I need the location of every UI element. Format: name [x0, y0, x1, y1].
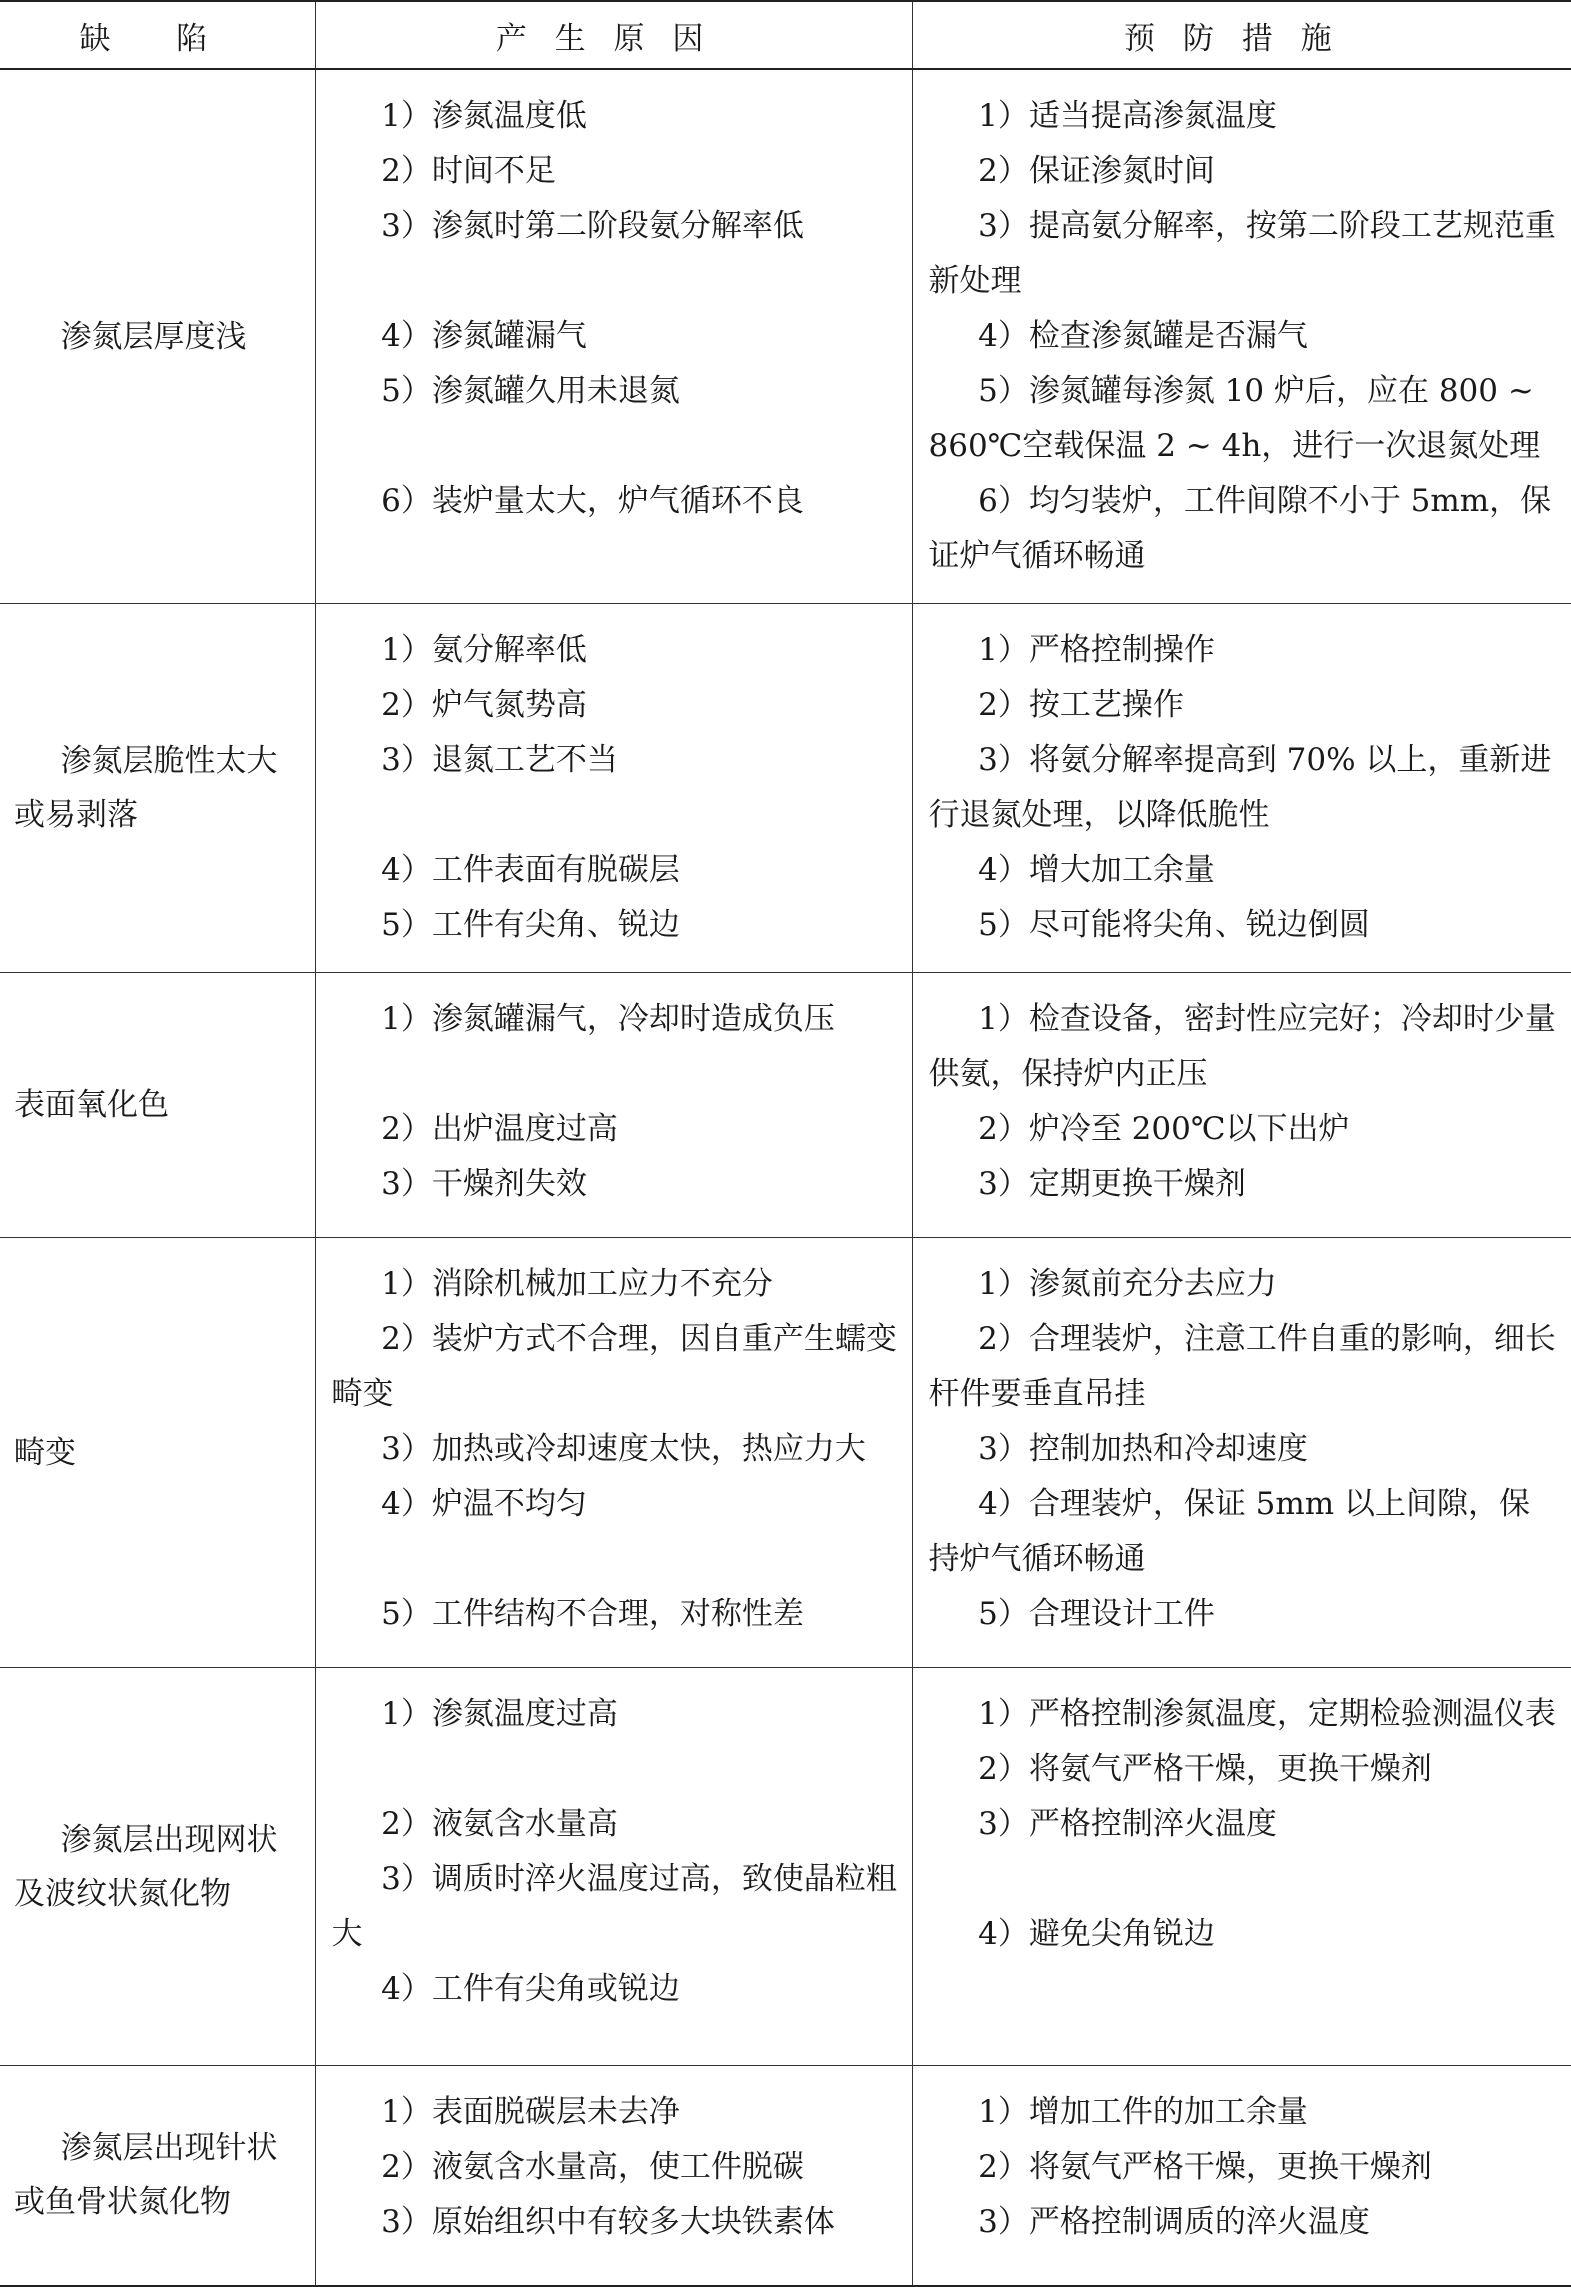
prevention-item: 2）将氨气严格干燥，更换干燥剂 [978, 2149, 1432, 2185]
cause-item: 2）时间不足 [381, 153, 556, 189]
cause-item: 3）调质时淬火温度过高，致使晶粒粗大 [331, 1861, 897, 1952]
cause-item: 2）液氨含水量高，使工件脱碳 [381, 2149, 804, 2185]
cause-item: 2）出炉温度过高 [381, 1111, 618, 1147]
table-row [0, 604, 1571, 973]
prevention-item: 2）将氨气严格干燥，更换干燥剂 [978, 1751, 1432, 1787]
prevention-item: 1）适当提高渗氮温度 [978, 98, 1277, 134]
prevention-item: 6）均匀装炉，工件间隙不小于 5mm，保证炉气循环畅通 [928, 483, 1552, 574]
prevention-item: 5）尽可能将尖角、锐边倒圆 [978, 907, 1370, 943]
prevention-item: 1）严格控制渗氮温度，定期检验测温仪表 [978, 1696, 1556, 1732]
cause-cell [315, 1668, 912, 2066]
prevention-item: 4）合理装炉，保证 5mm 以上间隙，保持炉气循环畅通 [928, 1486, 1531, 1577]
prevention-item: 3）控制加热和冷却速度 [978, 1431, 1308, 1467]
prevention-item: 1）检查设备，密封性应完好；冷却时少量供氨，保持炉内正压 [928, 1001, 1556, 1092]
cause-item: 5）渗氮罐久用未退氮 [381, 373, 680, 409]
cause-item: 1）氨分解率低 [381, 632, 587, 668]
prevention-item: 2）保证渗氮时间 [978, 153, 1215, 189]
prevention-item: 3）定期更换干燥剂 [978, 1166, 1246, 1202]
prevention-item: 3）严格控制淬火温度 [978, 1806, 1277, 1842]
prevention-item: 2）合理装炉，注意工件自重的影响，细长杆件要垂直吊挂 [928, 1321, 1556, 1412]
cause-item: 3）原始组织中有较多大块铁素体 [381, 2204, 835, 2240]
defect-label: 渗氮层厚度浅 [60, 318, 247, 355]
table-row [0, 973, 1571, 1238]
cause-item: 2）装炉方式不合理，因自重产生蠕变畸变 [331, 1321, 897, 1412]
defect-label: 畸变 [14, 1434, 76, 1471]
prevention-cell [912, 1668, 1571, 2066]
cause-cell [315, 1238, 912, 1668]
cause-item: 1）表面脱碳层未去净 [381, 2094, 680, 2130]
cause-item: 3）渗氮时第二阶段氨分解率低 [381, 208, 804, 244]
prevention-cell [912, 604, 1571, 973]
cause-item: 3）干燥剂失效 [381, 1166, 587, 1202]
cause-item: 1）渗氮罐漏气，冷却时造成负压 [381, 1001, 835, 1037]
cause-item: 2）炉气氮势高 [381, 687, 587, 723]
header-prevention: 预防措施 [912, 1, 1571, 69]
prevention-cell [912, 1238, 1571, 1668]
prevention-item: 2）按工艺操作 [978, 687, 1184, 723]
prevention-item: 4）增大加工余量 [978, 852, 1215, 888]
prevention-cell [912, 973, 1571, 1238]
cause-item: 4）炉温不均匀 [381, 1486, 587, 1522]
prevention-item: 3）提高氨分解率，按第二阶段工艺规范重新处理 [928, 208, 1556, 299]
defect-cell [0, 69, 315, 604]
cause-cell [315, 973, 912, 1238]
prevention-cell [912, 69, 1571, 604]
cause-cell [315, 69, 912, 604]
table-row [0, 2066, 1571, 2286]
cause-item: 4）渗氮罐漏气 [381, 318, 587, 354]
prevention-item: 1）严格控制操作 [978, 632, 1215, 668]
cause-cell [315, 604, 912, 973]
cause-item: 5）工件有尖角、锐边 [381, 907, 680, 943]
table-row [0, 1668, 1571, 2066]
prevention-item: 4）检查渗氮罐是否漏气 [978, 318, 1308, 354]
prevention-item: 2）炉冷至 200℃以下出炉 [978, 1111, 1350, 1147]
defect-cell [0, 973, 315, 1238]
prevention-item: 4）避免尖角锐边 [978, 1916, 1215, 1952]
table-row [0, 1238, 1571, 1668]
cause-item: 3）加热或冷却速度太快，热应力大 [381, 1431, 866, 1467]
header-defect: 缺 陷 [0, 1, 315, 69]
cause-item: 3）退氮工艺不当 [381, 742, 618, 778]
defect-cell [0, 1668, 315, 2066]
cause-item: 2）液氨含水量高 [381, 1806, 618, 1842]
prevention-item: 3）将氨分解率提高到 70% 以上，重新进行退氮处理，以降低脆性 [928, 742, 1552, 833]
cause-item: 6）装炉量太大，炉气循环不良 [381, 483, 804, 519]
cause-item: 4）工件有尖角或锐边 [381, 1971, 680, 2007]
cause-item: 1）渗氮温度低 [381, 98, 587, 134]
cause-cell [315, 2066, 912, 2286]
table-row [0, 69, 1571, 604]
defect-label: 渗氮层出现针状或鱼骨状氮化物 [14, 2130, 278, 2221]
defect-label: 渗氮层出现网状及波纹状氮化物 [14, 1821, 278, 1912]
cause-item: 1）渗氮温度过高 [381, 1696, 618, 1732]
defect-label: 渗氮层脆性太大或易剥落 [14, 743, 278, 833]
prevention-cell [912, 2066, 1571, 2286]
prevention-item: 5）合理设计工件 [978, 1596, 1215, 1632]
cause-item: 1）消除机械加工应力不充分 [381, 1266, 773, 1302]
prevention-item: 3）严格控制调质的淬火温度 [978, 2204, 1370, 2240]
defect-cell [0, 604, 315, 973]
prevention-item: 1）渗氮前充分去应力 [978, 1266, 1277, 1302]
header-cause: 产生原因 [315, 1, 912, 69]
defect-cell [0, 1238, 315, 1668]
prevention-item: 5）渗氮罐每渗氮 10 炉后，应在 800 ~ 860℃空载保温 2 ~ 4h，进行一次退氮处理 [928, 373, 1541, 464]
defect-label: 表面氧化色 [14, 1087, 169, 1123]
cause-item: 5）工件结构不合理，对称性差 [381, 1596, 804, 1632]
header-row [0, 1, 1571, 69]
prevention-item: 1）增加工件的加工余量 [978, 2094, 1308, 2130]
defect-cell [0, 2066, 315, 2286]
cause-item: 4）工件表面有脱碳层 [381, 852, 680, 888]
